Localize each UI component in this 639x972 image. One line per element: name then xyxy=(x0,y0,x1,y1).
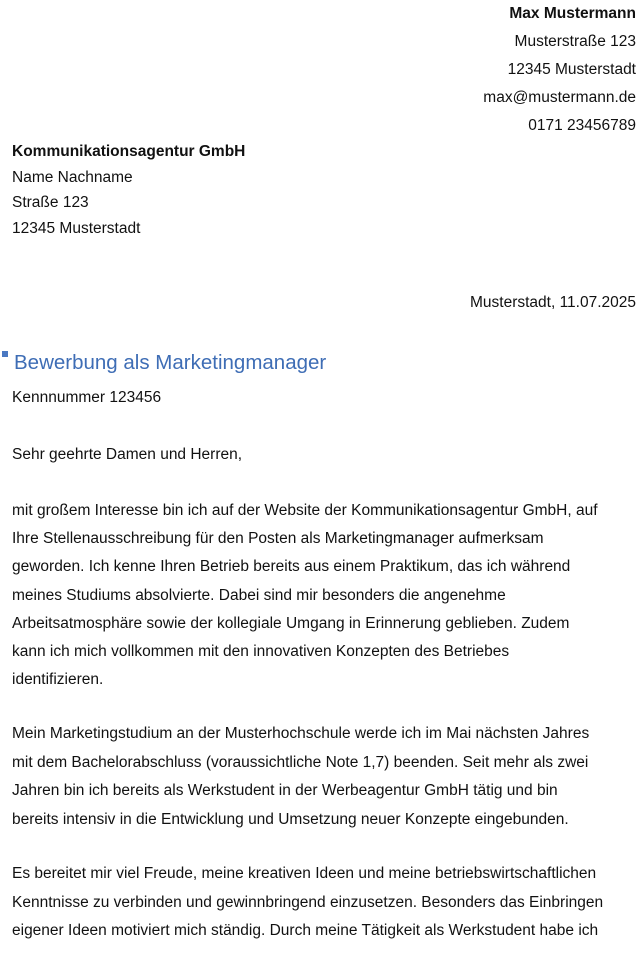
body-paragraph xyxy=(12,720,634,834)
recipient-city: 12345 Musterstadt xyxy=(12,219,141,237)
subject-heading: Bewerbung als Marketingmanager xyxy=(14,351,327,374)
paragraph-line: Jahren bin ich bereits als Werkstudent in der Werbeagentur GmbH tätig und bin xyxy=(12,782,558,800)
body-paragraph xyxy=(12,860,634,946)
sender-email: max@mustermann.de xyxy=(483,89,636,106)
sender-city: 12345 Musterstadt xyxy=(507,61,636,78)
recipient-street: Straße 123 xyxy=(12,194,89,211)
paragraph-line: bereits intensiv in die Entwicklung und Umsetzung neuer Konzepte eingebunden. xyxy=(12,810,569,828)
recipient-block xyxy=(12,139,245,241)
body-paragraph xyxy=(12,497,634,694)
paragraph-line: Kenntnisse zu verbinden und gewinnbringend einzusetzen. Besonders das Einbringen xyxy=(12,893,604,911)
paragraph-line: geworden. Ich kenne Ihren Betrieb bereits aus einem Praktikum, das ich während xyxy=(12,558,571,576)
paragraph-line: Es bereitet mir viel Freude, meine kreativen Ideen und meine betriebswirtschaftlichen xyxy=(12,865,597,883)
sender-block xyxy=(483,0,636,140)
sender-name: Max Mustermann xyxy=(509,5,636,22)
paragraph-line: Ihre Stellenausschreibung für den Posten als Marketingmanager aufmerksam xyxy=(12,530,544,548)
letter-date: Musterstadt, 11.07.2025 xyxy=(469,294,636,311)
paragraph-line: meines Studiums absolvierte. Dabei sind mir besonders die angenehme xyxy=(12,586,506,604)
paragraph-line: eigener Ideen motiviert mich ständig. Durch meine Tätigkeit als Werkstudent habe ich xyxy=(12,922,599,940)
reference-number: Kennnummer 123456 xyxy=(12,389,162,406)
paragraph-line: mit großem Interesse bin ich auf der Website der Kommunikationsagentur GmbH, auf xyxy=(12,502,598,519)
salutation: Sehr geehrte Damen und Herren, xyxy=(12,446,243,463)
paragraph-line: Arbeitsatmosphäre sowie der kollegiale Umgang in Erinnerung geblieben. Zudem xyxy=(12,614,570,632)
recipient-contact: Name Nachname xyxy=(12,168,133,186)
paragraph-line: identifizieren. xyxy=(12,671,104,689)
heading-marker-icon xyxy=(2,351,8,357)
paragraph-line: kann ich mich vollkommen mit den innovativen Konzepten des Betriebes xyxy=(12,643,510,661)
paragraph-line: Mein Marketingstudium an der Musterhochschule werde ich im Mai nächsten Jahres xyxy=(12,725,590,743)
recipient-company: Kommunikationsagentur GmbH xyxy=(12,143,246,160)
sender-phone: 0171 23456789 xyxy=(528,117,636,134)
paragraph-line: mit dem Bachelorabschluss (voraussichtliche Note 1,7) beenden. Seit mehr als zwei xyxy=(12,753,589,771)
sender-street: Musterstraße 123 xyxy=(514,33,636,50)
letter-body xyxy=(12,497,634,972)
